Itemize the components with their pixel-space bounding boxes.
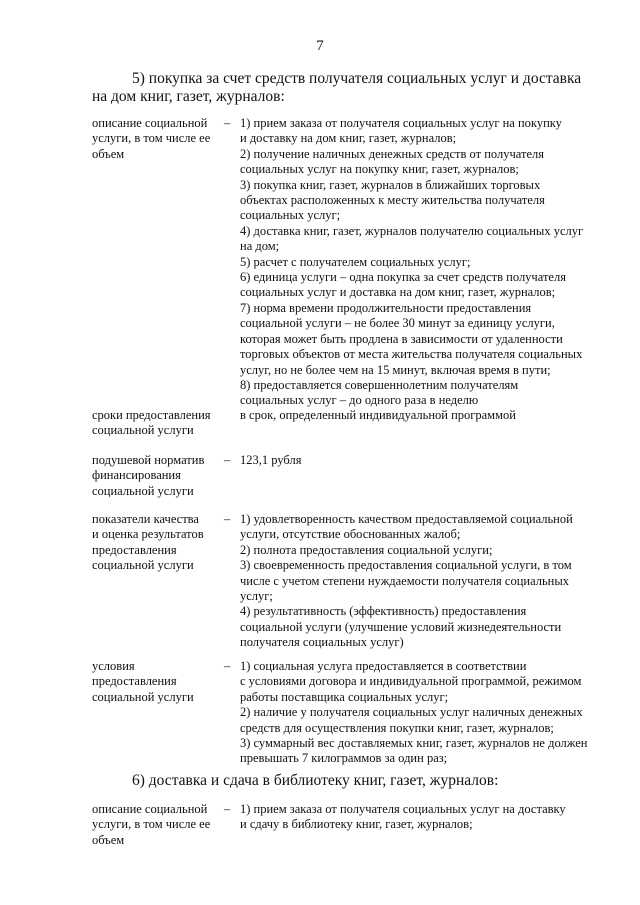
content-line: 2) получение наличных денежных средств от получателя [240, 146, 544, 161]
content-line: услуг, но не более чем на 15 минут, включая время в пути; [240, 362, 551, 377]
content-line: и доставку на дом книг, газет, журналов; [240, 131, 457, 146]
label-line: социальной услуги [92, 483, 194, 498]
heading-line: 5) покупка за счет средств получателя социальных услуг и доставка [132, 70, 582, 87]
content-line: 123,1 рубля [240, 453, 302, 467]
row-dash: – [224, 659, 231, 673]
heading-line: на дом книг, газет, журналов: [92, 88, 285, 105]
heading-line: 6) доставка и сдача в библиотеку книг, газет, журналов: [132, 772, 499, 789]
label-line: социальной услуги [92, 423, 194, 438]
content-line: в срок, определенный индивидуальной программой [240, 408, 516, 422]
row-content [240, 453, 590, 468]
content-line: на дом; [240, 239, 280, 254]
row-content [240, 659, 590, 767]
row-label [92, 512, 220, 574]
content-line: 3) своевременность предоставления социальной услуги, в том [240, 558, 572, 573]
content-line: с условиями договора и индивидуальной программой, режимом [240, 674, 582, 689]
row-label [92, 659, 220, 705]
content-line: 7) норма времени продолжительности предоставления [240, 300, 532, 315]
content-line: социальной услуги – не более 30 минут за единицу услуги, [240, 316, 555, 331]
label-line: показатели качества [92, 512, 199, 526]
label-line: подушевой норматив [92, 453, 205, 467]
content-line: получателя социальных услуг) [240, 635, 404, 650]
row-dash: – [224, 802, 231, 816]
label-line: социальной услуги [92, 689, 194, 704]
section-6-heading [132, 772, 632, 790]
content-line: услуги, отсутствие обоснованных жалоб; [240, 527, 461, 542]
content-line: и сдачу в библиотеку книг, газет, журналов; [240, 817, 473, 832]
label-line: описание социальной [92, 116, 208, 130]
content-line: торговых объектов от места жительства получателя социальных [240, 347, 583, 362]
content-line: 4) результативность (эффективность) предоставления [240, 604, 527, 619]
content-line: 1) прием заказа от получателя социальных услуг на доставку [240, 802, 566, 816]
content-line: услуг; [240, 589, 273, 604]
row-dash: – [224, 453, 231, 467]
row-label [92, 116, 220, 162]
label-line: услуги, в том числе ее [92, 131, 211, 146]
label-line: финансирования [92, 468, 181, 483]
content-line: 3) покупка книг, газет, журналов в ближайших торговых [240, 177, 541, 192]
content-line: 1) социальная услуга предоставляется в соответствии [240, 659, 527, 673]
content-line: 4) доставка книг, газет, журналов получателю социальных услуг [240, 223, 584, 238]
content-line: социальных услуг на покупку книг, газет, журналов; [240, 162, 519, 177]
content-line: 1) прием заказа от получателя социальных услуг на покупку [240, 116, 562, 130]
row-content [240, 802, 590, 833]
row-content [240, 512, 590, 651]
content-line: 1) удовлетворенность качеством предоставляемой социальной [240, 512, 573, 526]
label-line: и оценка результатов [92, 527, 204, 542]
content-line: 3) суммарный вес доставляемых книг, газет, журналов не должен [240, 736, 588, 751]
content-line: числе с учетом степени нуждаемости получателя социальных [240, 573, 570, 588]
content-line: 2) наличие у получателя социальных услуг наличных денежных [240, 705, 583, 720]
label-line: социальной услуги [92, 558, 194, 573]
content-line: социальных услуг; [240, 208, 341, 223]
content-line: социальных услуг – до одного раза в неделю [240, 393, 479, 408]
content-line: превышать 7 килограммов за один раз; [240, 751, 448, 766]
content-line: которая может быть продлена в зависимости от удаленности [240, 331, 563, 346]
row-label [92, 802, 220, 848]
content-line: 8) предоставляется совершеннолетним получателям [240, 377, 519, 392]
label-line: услуги, в том числе ее [92, 817, 211, 832]
label-line: объем [92, 146, 125, 161]
content-line: социальных услуг и доставка на дом книг, газет, журналов; [240, 285, 556, 300]
content-line: 2) полнота предоставления социальной услуги; [240, 542, 493, 557]
content-line: 6) единица услуги – одна покупка за счет средств получателя [240, 270, 566, 285]
label-line: предоставления [92, 542, 177, 557]
row-dash: – [224, 116, 231, 130]
row-label [92, 453, 220, 499]
content-line: социальной услуги (улучшение условий жизнедеятельности [240, 619, 562, 634]
page-number: 7 [316, 38, 324, 54]
label-line: описание социальной [92, 802, 208, 816]
label-line: предоставления [92, 674, 177, 689]
label-line: сроки предоставления [92, 408, 211, 422]
section-5-heading [92, 70, 592, 106]
label-line: условия [92, 659, 135, 673]
row-content [240, 408, 590, 423]
content-line: 5) расчет с получателем социальных услуг; [240, 254, 471, 269]
label-line: объем [92, 832, 125, 847]
row-dash: – [224, 512, 231, 526]
content-line: объектах расположенных к месту жительства получателя [240, 193, 545, 208]
content-line: работы поставщика социальных услуг; [240, 689, 449, 704]
content-line: средств для осуществления покупки книг, газет, журналов; [240, 720, 554, 735]
row-content [240, 116, 590, 409]
row-label [92, 408, 220, 439]
